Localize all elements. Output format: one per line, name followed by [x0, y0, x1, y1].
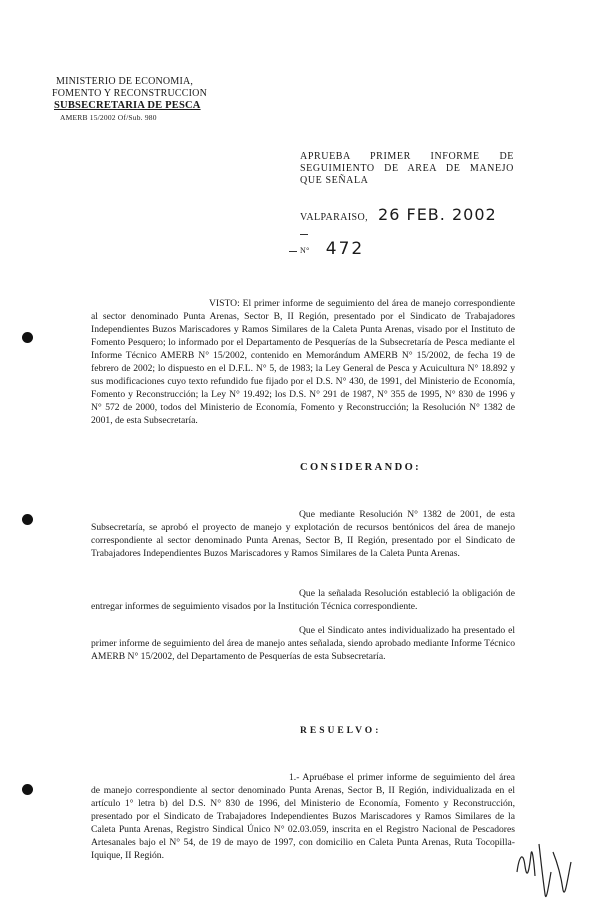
ministry-line-2: FOMENTO Y RECONSTRUCCION	[52, 88, 208, 99]
considerando-text-2: Que la señalada Resolución estableció la obligación de entregar informes de seguimiento visados por la Institución Técnica correspondiente.	[91, 588, 515, 612]
dateline	[300, 205, 520, 225]
considerando-text-1: Que mediante Resolución N° 1382 de 2001, de esta Subsecretaría, se aprobó el proyecto de manejo y explotación de recursos bentónicos del área de manejo correspondiente al sector denominado Punta Arenas, Sector B, II Región, presentado por el Sindicato de Trabajadores Independientes Buzos Mariscadores y Ramos Similares de la Caleta Punta Arenas.	[91, 509, 515, 559]
punch-hole-2	[22, 514, 33, 525]
resolution-subject: APRUEBA PRIMER INFORME DE SEGUIMIENTO DE AREA DE MANEJO QUE SEÑALA	[300, 151, 514, 186]
considerando-text-3: Que el Sindicato antes individualizado ha presentado el primer informe de seguimiento del área de manejo antes señalada, siendo aprobado mediante Informe Técnico AMERB N° 15/2002, del Departamento de Pesquerías de esta Subsecretaría.	[91, 625, 515, 662]
dash-mark-2	[289, 251, 297, 252]
handwritten-initials	[505, 832, 580, 907]
considerando-heading: CONSIDERANDO:	[300, 462, 422, 473]
resuelvo-text-1: 1.- Apruébase el primer informe de seguimiento del área de manejo correspondiente al sector denominado Punta Arenas, Sector B, II Región, individualizada en el artículo 1° letra b) del D.S. N° 830 de 1996, del Ministerio de Economía, Fomento y Reconstrucción, presentado por el Sindicato de Trabajadores Independientes Buzos Mariscadores y Ramos Similares de la Caleta Punta Arenas, Registro Sindical Único N° 02.03.059, inscrita en el Registro Nacional de Pescadores Artesanales bajo el N° 54, de 19 de mayo de 1997, con domicilio en Caleta Punta Arenas, Ruta Tocopilla-Iquique, II Región.	[91, 772, 515, 861]
subsecretaria-line: SUBSECRETARIA DE PESCA	[54, 100, 201, 111]
reference-code: AMERB 15/2002 Of/Sub. 980	[60, 113, 157, 122]
resolution-number	[300, 239, 420, 259]
visto-paragraph	[91, 297, 515, 427]
punch-hole-3	[22, 784, 33, 795]
resuelvo-paragraph-1	[91, 771, 515, 862]
considerando-paragraph-3	[91, 624, 515, 663]
number-value: 472	[325, 239, 365, 259]
number-label: N°	[300, 245, 310, 255]
dash-mark	[300, 234, 308, 235]
resuelvo-heading: RESUELVO:	[300, 726, 382, 736]
visto-text: VISTO: El primer informe de seguimiento del área de manejo correspondiente al sector denominado Punta Arenas, Sector B, II Región, presentado por el Sindicato de Trabajadores Independientes Buzos Mariscadores y Ramos Similares de la Caleta Punta Arenas, visado por el Instituto de Fomento Pesquero; lo informado por el Departamento de Pesquerías de la Subsecretaría de Pesca mediante el Informe Técnico AMERB N° 15/2002, contenido en Memorándum AMERB N° 15/2002, de fecha 19 de febrero de 2002; lo dispuesto en el D.F.L. N° 5, de 1983; la Ley General de Pesca y Acuicultura N° 18.892 y sus modificaciones cuyo texto refundido fue fijado por el D.S. N° 430, de 1991, del Ministerio de Economía, Fomento y Reconstrucción; la Ley N° 19.492; los D.S. N° 291 de 1987, N° 355 de 1995, N° 830 de 1996 y N° 572 de 2000, todos del Ministerio de Economía, Fomento y Reconstrucción; la Resolución N° 1382 de 2001, de esta Subsecretaría.	[91, 298, 515, 426]
dateline-place: VALPARAISO,	[300, 212, 369, 223]
ministry-line: MINISTERIO DE ECONOMIA,	[56, 76, 194, 87]
punch-hole	[22, 332, 33, 343]
dateline-date: 26 FEB. 2002	[378, 205, 497, 224]
considerando-paragraph-2	[91, 587, 515, 613]
ministry-header	[52, 76, 222, 124]
considerando-paragraph-1	[91, 508, 515, 560]
